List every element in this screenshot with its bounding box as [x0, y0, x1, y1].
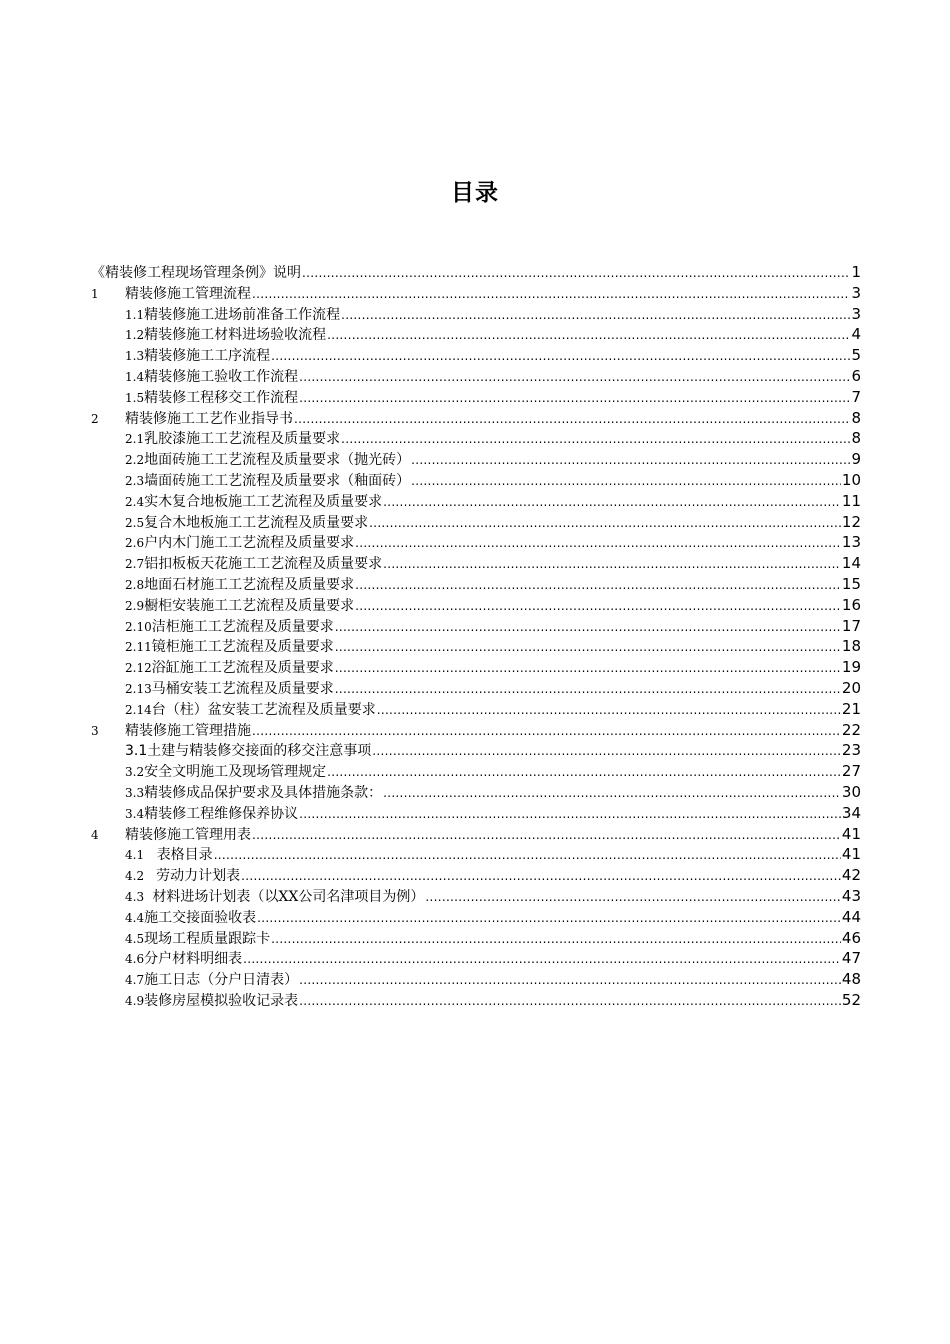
- toc-entry[interactable]: [91, 907, 861, 928]
- toc-leader-dots: [355, 533, 841, 554]
- toc-entry-label: 户内木门施工工艺流程及质量要求: [144, 535, 355, 552]
- toc-entry-label: 装修房屋模拟验收记录表: [144, 992, 299, 1009]
- toc-leader-dots: [271, 929, 841, 950]
- toc-section-number: 2.4: [125, 494, 145, 509]
- toc-entry-label: 实木复合地板施工工艺流程及质量要求: [144, 493, 383, 510]
- toc-entry[interactable]: [91, 387, 861, 408]
- toc-leader-dots: [377, 700, 841, 721]
- toc-entry[interactable]: [91, 449, 861, 470]
- toc-entry-label: 《精装修工程现场管理条例》说明: [91, 265, 301, 281]
- toc-entry-label: 镜柜施工工艺流程及质量要求: [151, 639, 334, 656]
- toc-section-number: 3.3: [125, 785, 145, 800]
- toc-leader-dots: [257, 908, 841, 929]
- toc-section-number: 1.3: [125, 349, 145, 364]
- toc-entry[interactable]: [91, 657, 861, 678]
- toc-leader-dots: [383, 783, 841, 804]
- toc-leader-dots: [299, 388, 850, 409]
- toc-page-number: 5: [851, 346, 861, 365]
- toc-leader-dots: [241, 866, 841, 887]
- toc-page-number: 15: [841, 574, 861, 593]
- toc-entry[interactable]: [91, 928, 861, 949]
- toc-leader-dots: [299, 970, 841, 991]
- toc-entry-label: 乳胶漆施工工艺流程及质量要求: [144, 431, 341, 448]
- toc-section-number: 2.14: [125, 702, 152, 717]
- toc-leader-dots: [335, 617, 841, 638]
- toc-section-number: 2.9: [125, 598, 145, 613]
- toc-section-number: 2.6: [125, 536, 145, 551]
- toc-page-number: 3: [851, 283, 861, 302]
- toc-chapter-4[interactable]: [91, 824, 861, 845]
- toc-section-number: 3.4: [125, 806, 145, 821]
- toc-section-number: 1.4: [125, 369, 145, 384]
- toc-entry-label: 精装修施工管理措施: [125, 722, 251, 739]
- toc-page-number: 23: [841, 741, 861, 760]
- toc-entry[interactable]: [91, 532, 861, 553]
- toc-entry[interactable]: [91, 782, 861, 803]
- toc-page-number: 43: [841, 886, 861, 905]
- toc-section-number: 2.8: [125, 577, 145, 592]
- toc-entry[interactable]: [91, 803, 861, 824]
- toc-entry-label: 精装修施工工艺作业指导书: [125, 410, 293, 427]
- toc-section-number: 4.3: [125, 889, 145, 904]
- toc-entry[interactable]: [91, 699, 861, 720]
- toc-section-number: 2.3: [125, 473, 145, 488]
- toc-page-number: 22: [841, 720, 861, 739]
- toc-page-number: 18: [841, 637, 861, 656]
- toc-leader-dots: [335, 637, 841, 658]
- toc-entry-label: 精装修施工工序流程: [144, 348, 271, 365]
- toc-entry-label: 现场工程质量跟踪卡: [144, 930, 271, 947]
- toc-entry[interactable]: [91, 865, 861, 886]
- toc-entry-label: 精装修工程移交工作流程: [144, 389, 299, 406]
- toc-entry-label: 橱柜安装施工工艺流程及质量要求: [144, 597, 355, 614]
- toc-entry[interactable]: [91, 574, 861, 595]
- toc-entry-label: 精装修施工进场前准备工作流程: [144, 306, 341, 323]
- page-title: 目录: [451, 180, 499, 206]
- toc-entry-label: 精装修施工管理流程: [125, 285, 251, 302]
- toc-page-number: 1: [851, 263, 861, 281]
- toc-section-number: 1.5: [125, 390, 145, 405]
- toc-leader-dots: [299, 367, 850, 388]
- toc-section-number: 1.1: [125, 307, 145, 322]
- toc-page-number: 10: [841, 470, 861, 489]
- toc-entry-label: 浴缸施工工艺流程及质量要求: [151, 660, 334, 677]
- toc-entry-label: 精装修施工材料进场验收流程: [144, 327, 327, 344]
- toc-section-number: 2.7: [125, 557, 145, 572]
- toc-entry-label: 地面石材施工工艺流程及质量要求: [144, 576, 355, 593]
- toc-leader-dots: [299, 991, 841, 1012]
- toc-leader-dots: [372, 741, 841, 762]
- toc-leader-dots: [294, 409, 850, 430]
- toc-entry-label: 精装修施工管理用表: [125, 826, 251, 843]
- toc-leader-dots: [411, 471, 841, 492]
- toc-entry[interactable]: [91, 512, 861, 533]
- toc-leader-dots: [355, 596, 841, 617]
- toc-page-number: 17: [841, 616, 861, 635]
- toc-page-number: 46: [841, 928, 861, 947]
- toc-entry-label: 精装修工程维修保养协议: [144, 805, 299, 822]
- toc-entry[interactable]: [91, 990, 861, 1011]
- toc-leader-dots: [341, 305, 850, 326]
- toc-section-number: 4.1: [125, 848, 145, 863]
- toc-entry[interactable]: [91, 948, 861, 969]
- toc-leader-dots: [355, 575, 841, 596]
- toc-entry-label: 劳动力计划表: [156, 868, 241, 885]
- toc-leader-dots: [252, 721, 841, 742]
- toc-chapter-number: 4: [91, 827, 99, 842]
- toc-entry-label: 复合木地板施工工艺流程及质量要求: [144, 514, 369, 531]
- toc-leader-dots: [383, 554, 841, 575]
- toc-section-number: 3.1: [125, 743, 148, 760]
- toc-section-number: 4.9: [125, 993, 145, 1008]
- toc-leader-dots: [302, 263, 850, 284]
- toc-section-number: 4.4: [125, 910, 145, 925]
- toc-chapter-number: 1: [91, 286, 99, 301]
- toc-entry[interactable]: [91, 616, 861, 637]
- toc-page-number: 48: [841, 970, 861, 989]
- toc-page-number: 7: [851, 387, 861, 406]
- toc-leader-dots: [214, 845, 841, 866]
- toc-section-number: 2.11: [125, 640, 152, 655]
- toc-chapter-number: 2: [91, 411, 99, 426]
- toc-section-number: 1.2: [125, 328, 145, 343]
- toc-entry[interactable]: [91, 366, 861, 387]
- toc-chapter-1[interactable]: [91, 283, 861, 304]
- toc-page-number: 41: [841, 824, 861, 843]
- toc-section-number: 2.12: [125, 661, 152, 676]
- toc-leader-dots: [327, 762, 841, 783]
- toc-chapter-number: 3: [91, 723, 99, 738]
- toc-page-number: 16: [841, 595, 861, 614]
- toc-entry-label: 精装修施工验收工作流程: [144, 368, 299, 385]
- toc-entry-label: 铝扣板板天花施工工艺流程及质量要求: [144, 556, 383, 573]
- toc-entry[interactable]: [91, 761, 861, 782]
- toc-leader-dots: [252, 825, 841, 846]
- toc-entry[interactable]: [91, 595, 861, 616]
- toc-entry-label: 地面砖施工工艺流程及质量要求（抛光砖）: [144, 452, 411, 469]
- toc-page-number: 30: [841, 782, 861, 801]
- toc-section-number: 3.2: [125, 765, 145, 780]
- toc-section-number: 2.5: [125, 515, 145, 530]
- toc-page-number: 9: [851, 450, 861, 469]
- toc-entry[interactable]: [91, 844, 861, 865]
- toc-page-number: 13: [841, 533, 861, 552]
- toc-section-number: 4.6: [125, 952, 145, 967]
- toc-leader-dots: [425, 887, 841, 908]
- toc-leader-dots: [327, 325, 850, 346]
- toc-entry[interactable]: [91, 470, 861, 491]
- toc-leader-dots: [243, 949, 841, 970]
- toc-entry[interactable]: [91, 740, 861, 761]
- toc-page-number: 27: [841, 762, 861, 781]
- toc-entry[interactable]: [91, 636, 861, 657]
- toc-page-number: 11: [841, 491, 861, 510]
- toc-page-number: 14: [841, 554, 861, 573]
- toc-page-number: 19: [841, 658, 861, 677]
- toc-page-number: 4: [851, 325, 861, 344]
- toc-section-number: 4.2: [125, 869, 145, 884]
- toc-section-number: 2.1: [125, 432, 145, 447]
- toc-page-number: 8: [851, 408, 861, 427]
- toc-page-number: 47: [841, 949, 861, 968]
- toc-chapter-2[interactable]: [91, 408, 861, 429]
- toc-entry[interactable]: [91, 428, 861, 449]
- toc-leader-dots: [271, 346, 850, 367]
- toc-entry-label: 马桶安装工艺流程及质量要求: [151, 680, 334, 697]
- toc-entry[interactable]: [91, 553, 861, 574]
- toc-entry-label: 材料进场计划表（以XX公司名津项目为例）: [152, 888, 425, 905]
- toc-entry[interactable]: [91, 304, 861, 325]
- toc-leader-dots: [252, 284, 850, 305]
- toc-page-number: 34: [841, 803, 861, 822]
- toc-entry-label: 精装修成品保护要求及具体措施条款：: [144, 784, 383, 801]
- toc-entry-label: 墙面砖施工工艺流程及质量要求（釉面砖）: [144, 472, 411, 489]
- toc-leader-dots: [411, 450, 850, 471]
- toc-entry-label: 表格目录: [156, 847, 213, 864]
- toc-section-number: 2.13: [125, 681, 152, 696]
- toc-entry[interactable]: [91, 324, 861, 345]
- toc-page-number: 42: [841, 866, 861, 885]
- toc-page-number: 3: [851, 304, 861, 323]
- toc-page-number: 44: [841, 907, 861, 926]
- toc-entry[interactable]: [91, 678, 861, 699]
- toc-leader-dots: [369, 513, 841, 534]
- toc-leader-dots: [299, 804, 841, 825]
- table-of-contents: [91, 262, 861, 1011]
- toc-page-number: 12: [841, 512, 861, 531]
- toc-page-number: 52: [841, 990, 861, 1009]
- toc-section-number: 2.2: [125, 453, 145, 468]
- toc-page-number: 8: [851, 429, 861, 448]
- toc-leader-dots: [335, 658, 841, 679]
- toc-entry-label: 施工日志（分户日清表）: [144, 972, 299, 989]
- toc-page-number: 20: [841, 678, 861, 697]
- toc-leader-dots: [341, 429, 850, 450]
- toc-entry-label: 土建与精装修交接面的移交注意事项: [147, 743, 372, 760]
- toc-section-number: 4.7: [125, 973, 145, 988]
- toc-chapter-3[interactable]: [91, 720, 861, 741]
- toc-entry-label: 施工交接面验收表: [144, 909, 257, 926]
- toc-entry-label: 台（柱）盆安装工艺流程及质量要求: [151, 701, 376, 718]
- toc-entry[interactable]: [91, 969, 861, 990]
- toc-section-number: 2.10: [125, 619, 152, 634]
- toc-entry[interactable]: [91, 345, 861, 366]
- toc-page-number: 41: [841, 845, 861, 864]
- toc-entry[interactable]: [91, 491, 861, 512]
- toc-entry[interactable]: [91, 886, 861, 907]
- toc-entry-label: 安全文明施工及现场管理规定: [144, 764, 327, 781]
- toc-entry-intro[interactable]: [91, 262, 861, 283]
- toc-entry-label: 分户材料明细表: [144, 951, 243, 968]
- toc-leader-dots: [383, 492, 841, 513]
- toc-leader-dots: [335, 679, 841, 700]
- toc-page-number: 6: [851, 366, 861, 385]
- toc-page-number: 21: [841, 699, 861, 718]
- toc-section-number: 4.5: [125, 931, 145, 946]
- toc-entry-label: 洁柜施工工艺流程及质量要求: [151, 618, 334, 635]
